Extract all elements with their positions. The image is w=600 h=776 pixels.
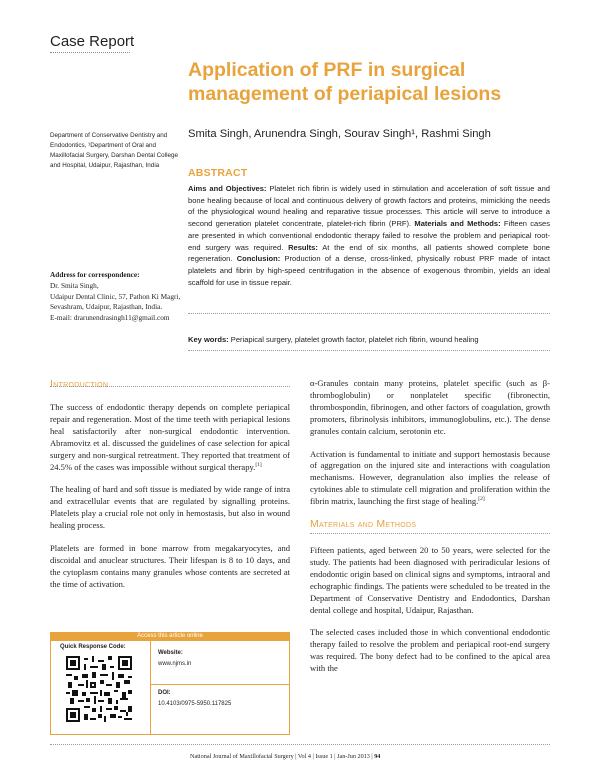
aims-text: Platelet rich fibrin is widely used in stimulation and acceleration of soft tissue and bone healing because of local and continuous delivery of growth factors and proteins, mimicking the needs of the physiological wound healing and reparative tissue processes. This article will serve to introduce a second generation platelet concentrate, platelet-rich fibrin (PRF). [188, 184, 550, 229]
keywords-divider-top [188, 313, 550, 314]
website-label: Website: [158, 650, 183, 656]
keywords-label: Key words: [188, 335, 229, 344]
intro-paragraph-1: The success of endodontic therapy depends on complete periapical repair and regeneration. Most of the time teeth with periapical lesions heal satisfactorily after non-surgical endodontic intervention. Abramovitz et al. discussed the guidelines of case selection for apical surgery and non-surgical retreatment. They reported that treatment of 24.5% of the cases was impossible without surgical therapy.[1] [50, 402, 290, 472]
qr-code-label: Quick Response Code: [60, 644, 126, 650]
methods-label: Materials and Methods: [414, 219, 501, 229]
website-link[interactable]: www.njms.in [158, 661, 192, 667]
correspondence-email[interactable]: E-mail: drarunendrasingh11@gmail.com [50, 312, 170, 322]
correspondence-line: Udaipur Dental Clinic, 57, Pathon Ki Magri, Sevashram, Udaipur, Rajasthan, India. [50, 291, 181, 311]
keywords-text: Periapical surgery, platelet growth factor, platelet rich fibrin, wound healing [230, 335, 479, 344]
granules-paragraph: α-Granules contain many proteins, platelet specific (such as β-thromboglobulin) or nonplatelet specific (fibronectin, thrombospondin, fibrinogen, and other factors of coagulation, growth promoters, fibrinolysis inhibitors, immunoglobulins, etc.). The dense granules contain calcium, serotonin etc. [310, 378, 550, 436]
introduction-divider [50, 386, 290, 387]
correspondence-heading: Address for correspondence: [50, 270, 140, 279]
access-box-title: Access this article online [50, 632, 290, 641]
access-box-divider-vertical [150, 641, 151, 735]
access-box-divider-horizontal [150, 684, 290, 685]
results-label: Results: [288, 242, 318, 252]
article-title: Application of PRF in surgical management of periapical lesions [188, 59, 502, 105]
footer [190, 753, 380, 760]
doi-label: DOI: [158, 690, 171, 696]
conclusion-label: Conclusion: [236, 254, 281, 264]
abstract-heading: ABSTRACT [188, 167, 248, 179]
author-list: Smita Singh, Arunendra Singh, Sourav Singh¹, Rashmi Singh [188, 128, 491, 140]
introduction-heading: Introduction [50, 378, 109, 390]
aims-label: Aims and Objectives: [188, 184, 267, 193]
intro-paragraph-2: The healing of hard and soft tissue is mediated by wide range of intra and extracellular events that are regulated by signalling proteins. Platelets play a crucial role not only in hemostasis, but also in wound healing process. [50, 484, 290, 531]
abstract-body [188, 183, 550, 288]
activation-paragraph: Activation is fundamental to initiate and support hemostasis because of aggregation on the injured site and interactions with coagulation mechanisms. However, degranulation also implies the release of cytokines able to stimulate cell migration and proliferation within the fibrin matrix, launching the first stage of healing.[2] [310, 448, 550, 507]
results-text: At the end of six months, all patients showed complete bone regeneration. [188, 242, 550, 264]
section-label: Case Report [50, 33, 135, 50]
correspondence-address [50, 281, 182, 323]
materials-methods-divider [310, 533, 550, 534]
correspondence-name: Dr. Smita Singh, [50, 281, 99, 290]
methods-paragraph-1: Fifteen patients, aged between 20 to 50 years, were selected for the study. The patients had been diagnosed with periradicular lesions of endodontic origin based on clinical signs and symptoms, intraoral and echographic findings. The patients were scheduled to be treated in the Department of Conservative Dentistry and Endodontics, Darshan dental college and hospital, Udaipur, Rajasthan. [310, 544, 550, 615]
right-column [310, 378, 550, 686]
journal-citation: National Journal of Maxillofacial Surgery | Vol 4 | Issue 1 | Jan-Jun 2013 | [190, 753, 373, 760]
footer-divider [50, 744, 550, 745]
intro-paragraph-3: Platelets are formed in bone marrow from megakaryocytes, and discoidal and anuclear structures. Their lifespan is 8 to 10 days, and the cytoplasm contains many granules whose contents are secreted at the time of activation. [50, 543, 290, 589]
conclusion-text: Production of a dense, cross-linked, physically robust PRF made of intact platelets and fibrin by high-speed centrifugation in the absence of exogenous thrombin, yields an ideal scaffold for use in tissue repair. [188, 254, 550, 287]
qr-code-icon[interactable] [66, 656, 132, 722]
section-divider [50, 52, 130, 53]
left-column [50, 402, 290, 602]
methods-text: Fifteen cases are presented in which conventional endodontic therapy failed to resolve the problem and periapical root-end surgery was required. [188, 219, 550, 252]
page-number: 94 [374, 753, 381, 760]
methods-paragraph-2: The selected cases included those in which conventional endodontic therapy failed to resolve the problem and periapical root-end surgery was required. The bony defect had to be confined to the apical area with the [310, 627, 550, 674]
keywords [188, 335, 550, 344]
keywords-divider-bottom [188, 350, 550, 351]
materials-methods-heading: Materials and Methods [310, 518, 417, 531]
affiliation: Department of Conservative Dentistry and Endodontics, ¹Department of Oral and Maxillofacial Surgery, Darshan Dental College and Hospital, Udaipur, Rajasthan, India [50, 132, 178, 169]
doi-link[interactable]: 10.4103/0975-5950.117825 [158, 701, 232, 707]
